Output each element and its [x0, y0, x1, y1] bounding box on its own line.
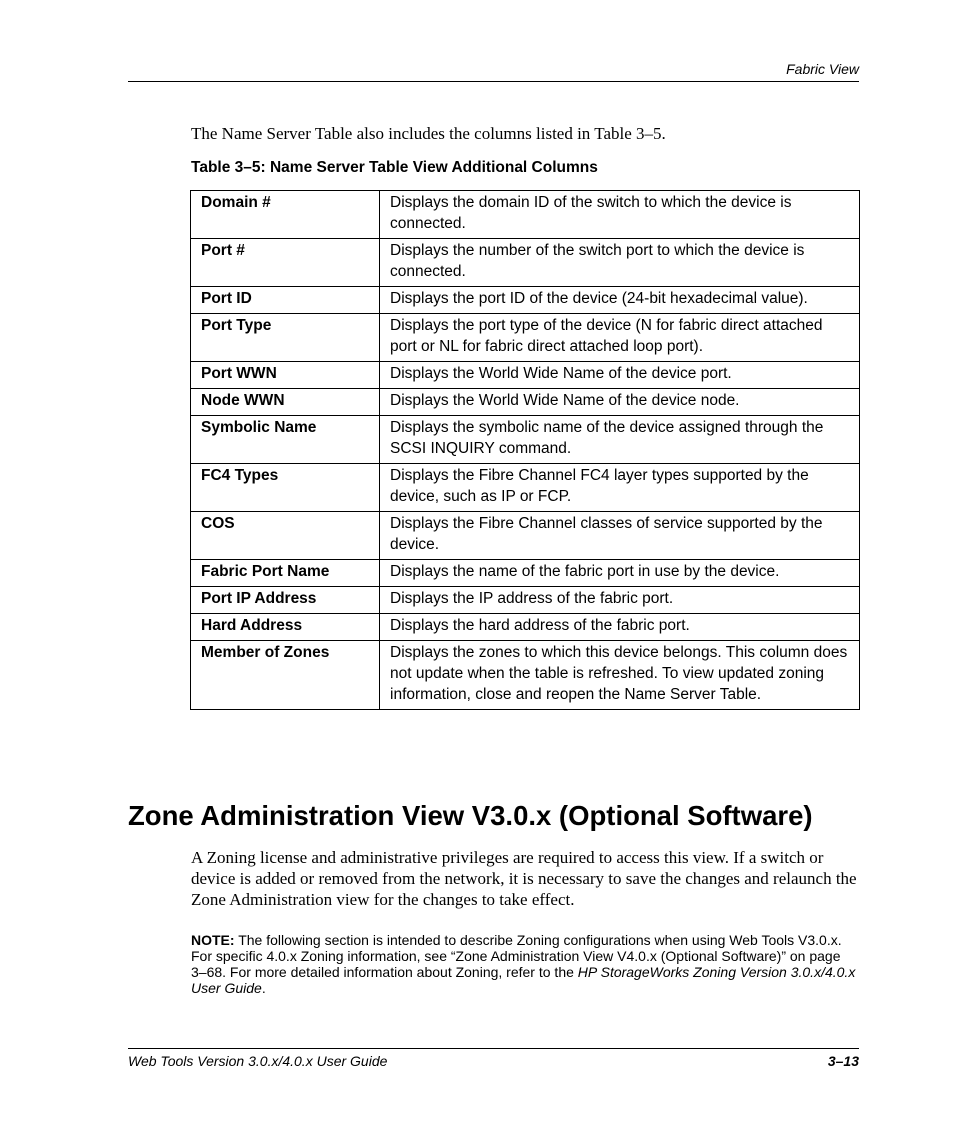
column-term: Port ID	[191, 287, 380, 314]
table-row	[191, 239, 860, 287]
column-description: Displays the Fibre Channel classes of service supported by the device.	[380, 512, 860, 560]
note-text: The following section is intended to describe Zoning configurations when using Web Tools V3.0.x. For specific 4.0.x Zoning information, see “Zone Administration View V4.0.x (Optional Software)” on page 3–68. For more detailed information about Zoning, refer to the	[191, 932, 842, 980]
column-description: Displays the number of the switch port to which the device is connected.	[380, 239, 860, 287]
table-row	[191, 614, 860, 641]
table-row	[191, 641, 860, 710]
footer-rule	[128, 1048, 859, 1049]
column-description: Displays the port type of the device (N for fabric direct attached port or NL for fabric direct attached loop port).	[380, 314, 860, 362]
table-row	[191, 191, 860, 239]
table-row	[191, 587, 860, 614]
column-term: COS	[191, 512, 380, 560]
column-description: Displays the domain ID of the switch to which the device is connected.	[380, 191, 860, 239]
guide-title-reference: HP StorageWorks Zoning Version 3.0.x/4.0.x User Guide	[191, 964, 856, 996]
footer-guide-name: Web Tools Version 3.0.x/4.0.x User Guide	[128, 1053, 388, 1069]
running-header: Fabric View	[786, 61, 859, 77]
table-row	[191, 362, 860, 389]
column-term: Domain #	[191, 191, 380, 239]
column-description: Displays the zones to which this device belongs. This column does not update when the table is refreshed. To view updated zoning information, close and reopen the Name Server Table.	[380, 641, 860, 710]
column-term: Port WWN	[191, 362, 380, 389]
column-description: Displays the World Wide Name of the device port.	[380, 362, 860, 389]
table-row	[191, 512, 860, 560]
column-description: Displays the name of the fabric port in use by the device.	[380, 560, 860, 587]
table-row	[191, 560, 860, 587]
footer-page-number: 3–13	[827, 1053, 859, 1069]
column-description: Displays the port ID of the device (24-bit hexadecimal value).	[380, 287, 860, 314]
column-description: Displays the Fibre Channel FC4 layer types supported by the device, such as IP or FCP.	[380, 464, 860, 512]
header-rule	[128, 81, 859, 82]
column-description: Displays the hard address of the fabric port.	[380, 614, 860, 641]
table-row	[191, 389, 860, 416]
column-term: Hard Address	[191, 614, 380, 641]
note-block	[191, 932, 859, 996]
column-term: Port IP Address	[191, 587, 380, 614]
table-row	[191, 314, 860, 362]
column-description: Displays the IP address of the fabric port.	[380, 587, 860, 614]
body-paragraph: A Zoning license and administrative privileges are required to access this view. If a switch or device is added or removed from the network, it is necessary to save the changes and relaunch the Zone Administration view for the changes to take effect.	[191, 848, 857, 909]
name-server-columns-table	[190, 190, 860, 710]
column-term: Symbolic Name	[191, 416, 380, 464]
table-body	[191, 191, 860, 710]
column-term: Port Type	[191, 314, 380, 362]
table-row	[191, 416, 860, 464]
column-term: Node WWN	[191, 389, 380, 416]
column-term: Port #	[191, 239, 380, 287]
column-term: Member of Zones	[191, 641, 380, 710]
column-term: Fabric Port Name	[191, 560, 380, 587]
column-description: Displays the symbolic name of the device assigned through the SCSI INQUIRY command.	[380, 416, 860, 464]
table-row	[191, 464, 860, 512]
column-term: FC4 Types	[191, 464, 380, 512]
column-description: Displays the World Wide Name of the device node.	[380, 389, 860, 416]
table-row	[191, 287, 860, 314]
note-end: .	[261, 980, 266, 996]
table-caption: Table 3–5: Name Server Table View Additional Columns	[191, 159, 598, 176]
section-heading: Zone Administration View V3.0.x (Optional Software)	[128, 800, 813, 831]
note-label: NOTE:	[191, 932, 235, 948]
intro-paragraph: The Name Server Table also includes the columns listed in Table 3–5.	[191, 124, 666, 143]
